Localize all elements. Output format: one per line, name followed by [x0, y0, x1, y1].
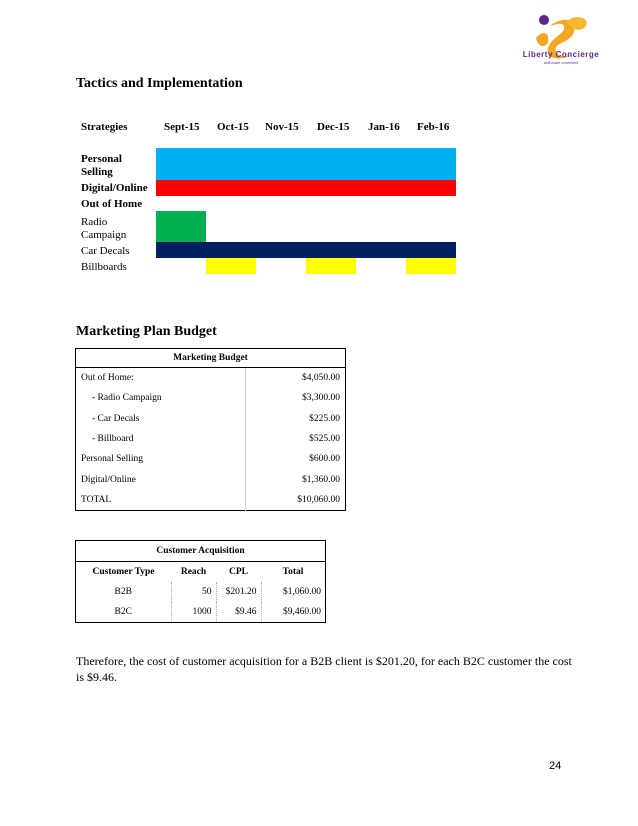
gantt-row-label: Radio Campaign [81, 216, 127, 241]
gantt-bar-cell [156, 180, 206, 196]
tactics-heading: Tactics and Implementation [76, 76, 243, 91]
logo-text: Liberty Concierge [522, 50, 600, 59]
gantt-bar-cell [406, 180, 456, 196]
gantt-month-header: Feb-16 [417, 121, 450, 133]
gantt-bar-cell [206, 180, 256, 196]
customer-acquisition-title: Customer Acquisition [76, 541, 326, 562]
gantt-bar-cell [156, 148, 206, 180]
customer-type-cell: B2C [114, 607, 132, 617]
gantt-bar-cell [156, 242, 206, 258]
gantt-header-strategies: Strategies [81, 121, 128, 133]
customer-acquisition-table [75, 540, 326, 623]
budget-item-label: Digital/Online [81, 474, 136, 485]
marketing-budget-table [75, 348, 346, 511]
conclusion-paragraph: Therefore, the cost of customer acquisition for a B2B client is $201.20, for each B2C customer the cost is $9.46. [76, 654, 572, 684]
gantt-month-header: Nov-15 [265, 121, 299, 133]
gantt-bar-cell [256, 242, 306, 258]
budget-item-label: Out of Home: [81, 373, 134, 384]
gantt-bar-cell [406, 242, 456, 258]
budget-item-label: TOTAL [81, 494, 112, 505]
gantt-bar-cell [406, 148, 456, 180]
reach-cell: 1000 [171, 602, 216, 623]
budget-item-amount: $600.00 [246, 449, 346, 469]
budget-row [76, 449, 346, 469]
acquisition-row [76, 582, 326, 602]
gantt-bar-cell [256, 148, 306, 180]
gantt-row-label: Out of Home [81, 198, 143, 210]
gantt-bar-cell [306, 258, 356, 274]
budget-item-label: - Billboard [92, 434, 134, 445]
budget-row [76, 429, 346, 449]
logo-tagline: stuff made convenient [543, 61, 579, 65]
page-number: 24 [549, 760, 562, 772]
customer-type-cell: B2B [114, 587, 132, 597]
col-customer-type: Customer Type [92, 567, 155, 577]
gantt-bar-cell [306, 148, 356, 180]
reach-cell: 50 [171, 582, 216, 602]
budget-item-label: Personal Selling [81, 454, 144, 465]
budget-item-label: - Radio Campaign [92, 393, 162, 404]
budget-heading: Marketing Plan Budget [76, 324, 217, 339]
col-total: Total [282, 567, 304, 577]
budget-item-amount: $3,300.00 [246, 388, 346, 408]
gantt-bar-cell [356, 180, 406, 196]
col-cpl: CPL [229, 567, 248, 577]
marketing-budget-title: Marketing Budget [76, 349, 346, 368]
budget-row [76, 490, 346, 511]
budget-item-amount: $1,360.00 [246, 469, 346, 489]
gantt-bar-cell [206, 258, 256, 274]
budget-item-label: - Car Decals [92, 413, 140, 424]
gantt-bar-cell [256, 180, 306, 196]
gantt-bar-cell [356, 242, 406, 258]
gantt-bar-cell [206, 148, 256, 180]
gantt-month-header: Sept-15 [164, 121, 200, 133]
gantt-month-header: Jan-16 [368, 121, 400, 133]
cpl-cell: $9.46 [216, 602, 261, 623]
gantt-row-label: Personal Selling [81, 153, 122, 178]
gantt-bar-cell [156, 211, 206, 242]
col-reach: Reach [180, 567, 207, 577]
budget-row [76, 388, 346, 408]
budget-row [76, 469, 346, 489]
gantt-row-label: Billboards [81, 261, 127, 273]
gantt-bar-cell [406, 258, 456, 274]
gantt-month-header: Dec-15 [317, 121, 350, 133]
gantt-bar-cell [206, 242, 256, 258]
budget-item-amount: $525.00 [246, 429, 346, 449]
budget-row [76, 368, 346, 389]
total-cell: $1,060.00 [261, 582, 326, 602]
gantt-month-header: Oct-15 [217, 121, 249, 133]
budget-row [76, 409, 346, 429]
total-cell: $9,460.00 [261, 602, 326, 623]
budget-item-amount: $10,060.00 [246, 490, 346, 511]
gantt-row-label: Digital/Online [81, 182, 148, 194]
acquisition-row [76, 602, 326, 623]
cpl-cell: $201.20 [216, 582, 261, 602]
budget-item-amount: $225.00 [246, 409, 346, 429]
gantt-bar-cell [356, 148, 406, 180]
gantt-bar-cell [306, 180, 356, 196]
gantt-row-label: Car Decals [81, 245, 130, 257]
gantt-bar-cell [306, 242, 356, 258]
budget-item-amount: $4,050.00 [246, 368, 346, 389]
